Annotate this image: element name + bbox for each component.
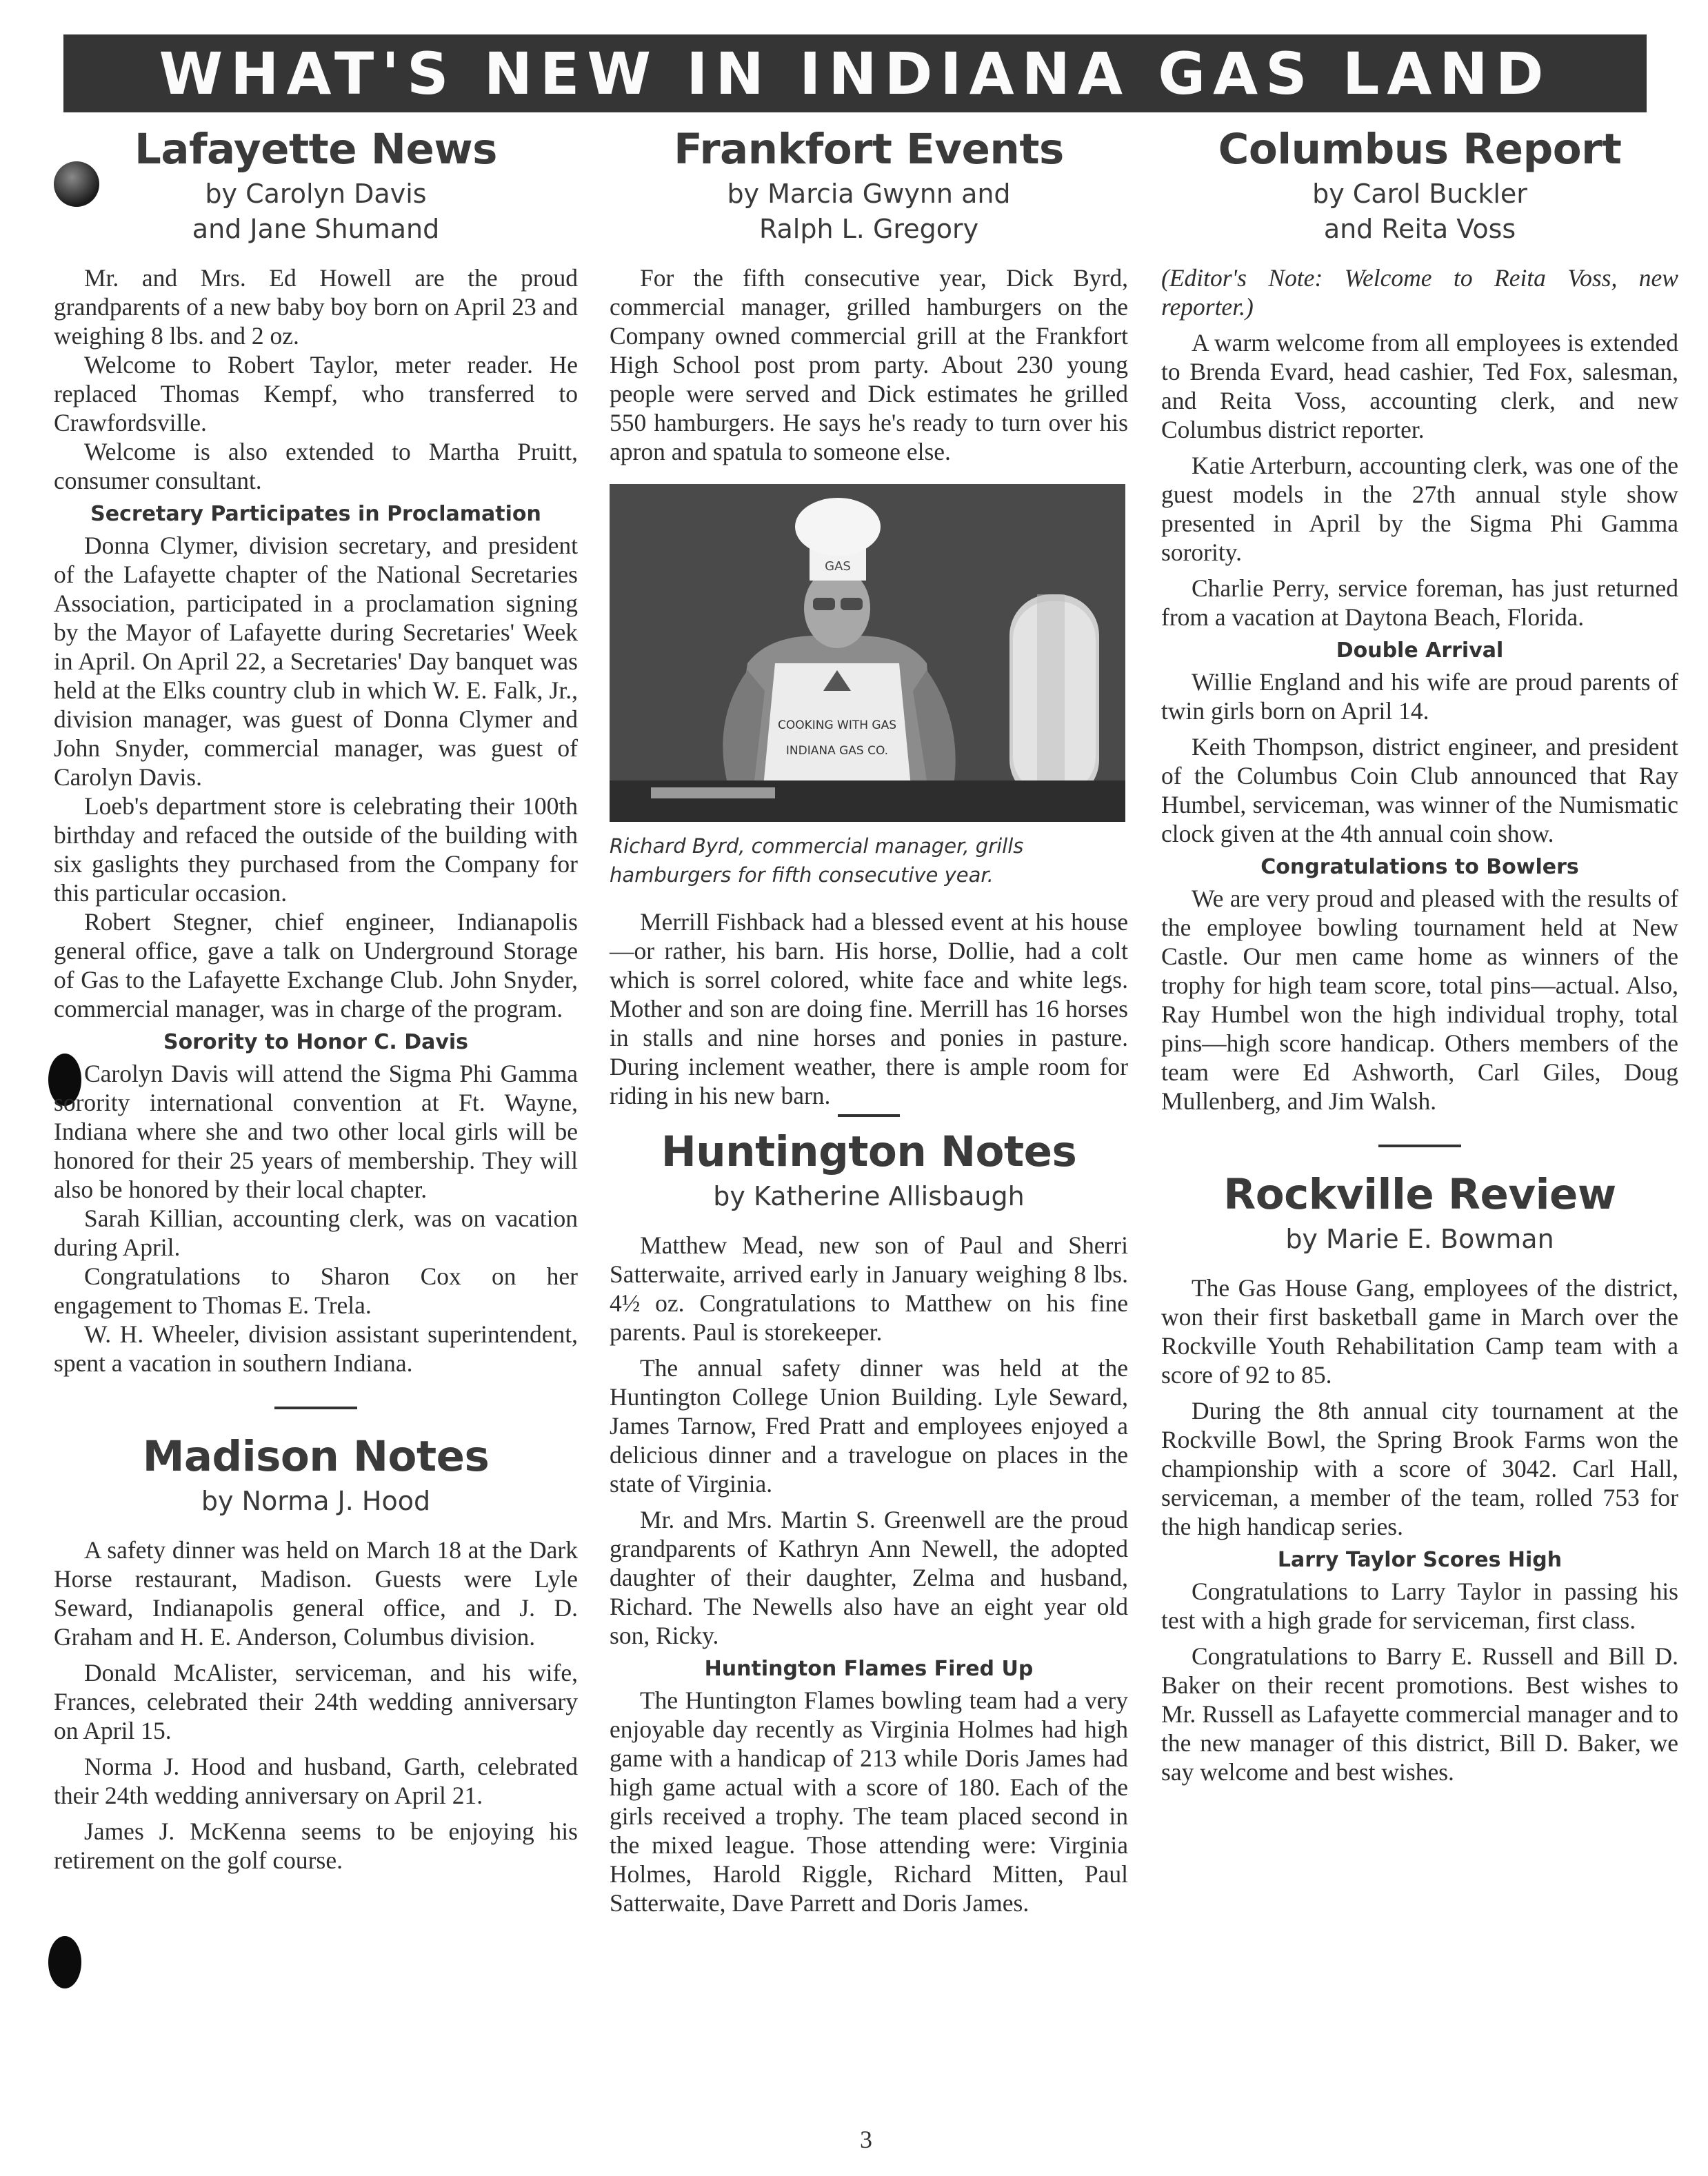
section-heading: Lafayette News — [134, 125, 497, 174]
paragraph: We are very proud and pleased with the results of the employee bowling tournament held at New Castle. Our men came home as winners of the trophy for high team score, total pins—actual. Also, Ray Humbel won the high individual trophy, total pins—high score handicap. Others members of the team were Ed Ashworth, Carl Giles, Doug Mullenberg, and Jim Walsh. — [1161, 885, 1678, 1115]
paragraph: Merrill Fishback had a blessed event at his house—or rather, his barn. His horse, Dollie, had a colt which is sorrel colored, white face and white legs. Mother and son are doing fine. Merrill has 16 horses in stalls and nine horses and ponies in pasture. During inclement weather, there is ample room for riding in his new barn. — [610, 908, 1128, 1109]
paragraph: Donald McAlister, serviceman, and his wife, Frances, celebrated their 24th wedding anniversary on April 15. — [54, 1659, 578, 1744]
byline-line: by Marcia Gwynn and — [727, 179, 1011, 209]
paragraph: Charlie Perry, service foreman, has just returned from a vacation at Daytona Beach, Florida. — [1161, 574, 1678, 631]
paragraph: Carolyn Davis will attend the Sigma Phi Gamma sorority international convention at Ft. Wayne, Indiana where she and two other local girls will be honored for their 25 years of membership. They will also be honored by their local chapter. — [54, 1060, 578, 1203]
apron-text: INDIANA GAS CO. — [785, 744, 889, 758]
punch-hole — [48, 1936, 81, 1988]
rockville-section — [1161, 1168, 1678, 1786]
frankfort-section — [610, 123, 1128, 1110]
byline — [610, 177, 1128, 247]
paragraph: During the 8th annual city tournament at the Rockville Bowl, the Spring Brook Farms won the championship with a score of 3042. Carl Hall, serviceman, a member of the team, rolled 753 for the high handicap series. — [1161, 1397, 1678, 1540]
paragraph: Robert Stegner, chief engineer, Indianapolis general office, gave a talk on Underground Storage of Gas to the Lafayette Exchange Club. John Snyder, commercial manager, was in charge of the program. — [54, 908, 578, 1022]
section-divider — [274, 1407, 357, 1409]
huntington-section — [610, 1125, 1128, 1917]
section-heading: Columbus Report — [1218, 125, 1622, 174]
column-middle — [610, 123, 1128, 1917]
paragraph: Katie Arterburn, accounting clerk, was one of the guest models in the 27th annual style show presented in April by the Sigma Phi Gamma sorority. — [1161, 452, 1678, 566]
subheading: Larry Taylor Scores High — [1277, 1548, 1563, 1572]
byline-line: and Jane Shumand — [192, 214, 440, 244]
paragraph: For the fifth consecutive year, Dick Byrd, commercial manager, grilled hamburgers on the Company owned commercial grill at the Frankfort High School post prom party. About 230 young people were served and Dick estimates he grilled 550 hamburgers. He says he's ready to turn over his apron and spatula to someone else. — [610, 264, 1128, 465]
paragraph: Welcome is also extended to Martha Pruitt, consumer consultant. — [54, 438, 578, 494]
byline: by Norma J. Hood — [201, 1486, 431, 1516]
paragraph: A safety dinner was held on March 18 at the Dark Horse restaurant, Madison. Guests were Lyle Seward, Indianapolis general office, and J. D. Graham and H. E. Anderson, Columbus division. — [54, 1536, 578, 1651]
paragraph: The Gas House Gang, employees of the district, won their first basketball game in March over the Rockville Youth Rehabilitation Camp team with a score of 92 to 85. — [1161, 1274, 1678, 1389]
paragraph: Congratulations to Larry Taylor in passing his test with a high grade for serviceman, first class. — [1161, 1578, 1678, 1634]
subheading: Secretary Participates in Proclamation — [90, 502, 541, 526]
paragraph: Loeb's department store is celebrating their 100th birthday and refaced the outside of the building with six gaslights they purchased from the Company for this particular occasion. — [54, 792, 578, 907]
page-number: 3 — [860, 2126, 872, 2153]
subheading: Double Arrival — [1336, 638, 1504, 663]
column-right — [1161, 123, 1678, 1786]
column-left — [54, 123, 578, 1875]
section-heading: Frankfort Events — [674, 125, 1064, 174]
photo-caption: Richard Byrd, commercial manager, grills hamburgers for fifth consecutive year. — [610, 834, 1024, 887]
photo-illustration — [610, 484, 1125, 822]
hat-text: GAS — [825, 559, 851, 574]
byline: by Marie E. Bowman — [1285, 1224, 1554, 1254]
byline — [54, 177, 578, 247]
section-divider — [1378, 1145, 1461, 1147]
section-heading: Rockville Review — [1223, 1170, 1616, 1219]
subheading: Sorority to Honor C. Davis — [163, 1030, 469, 1054]
paragraph: Keith Thompson, district engineer, and president of the Columbus Coin Club announced that Ray Humbel, serviceman, was winner of the Numismatic clock given at the 4th annual coin show. — [1161, 733, 1678, 847]
paragraph: James J. McKenna seems to be enjoying his retirement on the golf course. — [54, 1817, 578, 1874]
page-banner: WHAT'S NEW IN INDIANA GAS LAND — [63, 34, 1647, 112]
paragraph: Congratulations to Sharon Cox on her engagement to Thomas E. Trela. — [54, 1262, 578, 1319]
paragraph: W. H. Wheeler, division assistant superintendent, spent a vacation in southern Indiana. — [54, 1320, 578, 1377]
paragraph: Mr. and Mrs. Martin S. Greenwell are the proud grandparents of Kathryn Ann Newell, the adopted daughter of their daughter, Zelma and husband, Richard. The Newells also have an eight year old son, Ricky. — [610, 1506, 1128, 1649]
byline-line: and Reita Voss — [1323, 214, 1516, 244]
lafayette-section — [54, 123, 578, 1378]
byline: by Katherine Allisbaugh — [713, 1181, 1025, 1211]
section-heading: Madison Notes — [142, 1432, 490, 1481]
apron-text: COOKING WITH GAS — [777, 718, 897, 732]
byline-line: by Carol Buckler — [1312, 179, 1527, 209]
paragraph: Congratulations to Barry E. Russell and Bill D. Baker on their recent promotions. Best wishes to Mr. Russell as Lafayette commercial manager and to the new manager of this district, Bill D. Baker, we say welcome and best wishes. — [1161, 1642, 1678, 1786]
subheading: Huntington Flames Fired Up — [704, 1657, 1034, 1681]
section-divider — [838, 1114, 900, 1117]
byline-line: by Carolyn Davis — [205, 179, 427, 209]
subheading: Congratulations to Bowlers — [1260, 855, 1579, 879]
section-heading: Huntington Notes — [661, 1127, 1077, 1176]
byline-line: Ralph L. Gregory — [758, 214, 979, 244]
paragraph: Willie England and his wife are proud parents of twin girls born on April 14. — [1161, 668, 1678, 725]
columbus-section — [1161, 123, 1678, 1116]
paragraph: Donna Clymer, division secretary, and president of the Lafayette chapter of the National Secretaries Association, participated in a proclamation signing by the Mayor of Lafayette during Secretaries' Week in April. On April 22, a Secretaries' Day banquet was held at the Elks country club in which W. E. Falk, Jr., division manager, was guest of Donna Clymer and John Snyder, commercial manager, was guest of Carolyn Davis. — [54, 532, 578, 791]
paragraph: The Huntington Flames bowling team had a very enjoyable day recently as Virginia Holmes had high game with a handicap of 213 while Doris James had high game actual with a score of 180. Each of the girls received a trophy. The team placed second in the mixed league. Those attending were: Virginia Holmes, Harold Riggle, Richard Mitten, Paul Satterwaite, Dave Parrett and Doris James. — [610, 1686, 1128, 1917]
paragraph: Mr. and Mrs. Ed Howell are the proud grandparents of a new baby boy born on April 23 and weighing 8 lbs. and 2 oz. — [54, 264, 578, 350]
paragraph: Matthew Mead, new son of Paul and Sherri Satterwaite, arrived early in January weighing 8 lbs. 4½ oz. Congratulations to Matthew on his fine parents. Paul is storekeeper. — [610, 1231, 1128, 1346]
photo-chef-grilling — [610, 484, 1125, 822]
paragraph: Welcome to Robert Taylor, meter reader. He replaced Thomas Kempf, who transferred to Crawfordsville. — [54, 351, 578, 436]
madison-section — [54, 1430, 578, 1875]
editor-note: (Editor's Note: Welcome to Reita Voss, new reporter.) — [1161, 264, 1678, 321]
paragraph: The annual safety dinner was held at the Huntington College Union Building. Lyle Seward, James Tarnow, Fred Pratt and employees enjoyed a delicious dinner and a travelogue on places in the state of Virginia. — [610, 1354, 1128, 1498]
paragraph: Sarah Killian, accounting clerk, was on vacation during April. — [54, 1205, 578, 1261]
paragraph: A warm welcome from all employees is extended to Brenda Evard, head cashier, Ted Fox, salesman, and Reita Voss, accounting clerk, and new Columbus district reporter. — [1161, 329, 1678, 443]
byline — [1161, 177, 1678, 247]
paragraph: Norma J. Hood and husband, Garth, celebrated their 24th wedding anniversary on April 21. — [54, 1753, 578, 1809]
